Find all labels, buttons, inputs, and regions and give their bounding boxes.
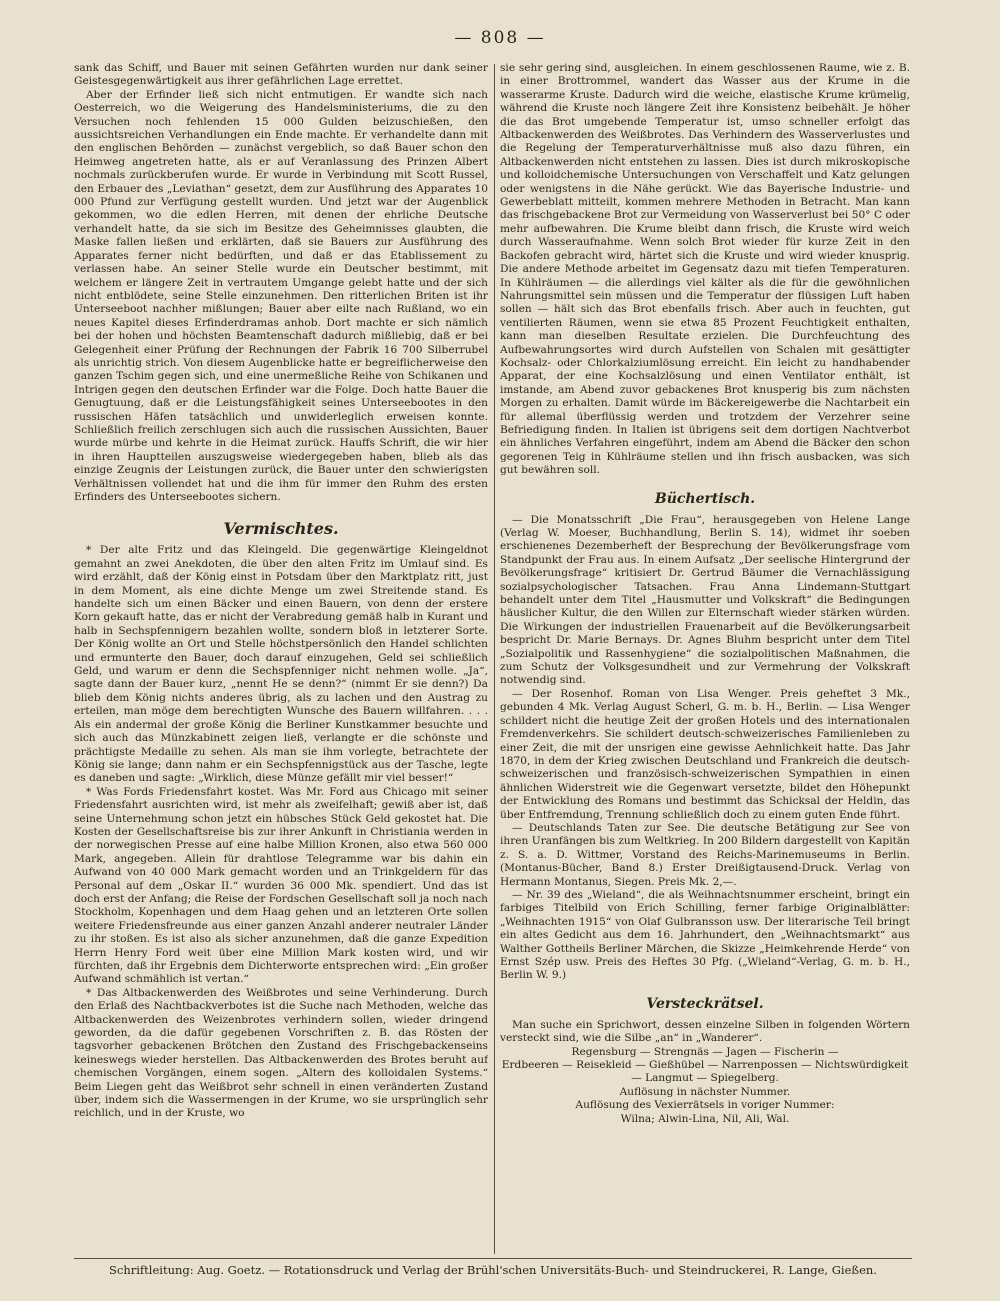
right-column xyxy=(500,62,910,1256)
news-item: * Der alte Fritz und das Kleingeld. Die gegenwärtige Kleingeldnot gemahnt an zwei Anekdoten, die über den alten Fritz im Umlauf sind. Es wird erzählt, daß der König einst in Potsdam über den Marktplatz ritt, just in dem Moment, als eine dichte Menge um zwei Streitende stand. Es handelte sich um einen Bäcker und einen Bauern, von denn der erstere Korn gekauft hatte, das er nicht der Verabredung gemäß halb in Kurant und halb in Sechspfennigern bezahlen wollte, sondern bloß in letzterer Sorte. Der König wollte an Ort und Stelle höchstpersönlich den Handel schlichten und ermunterte den Bauer, doch darauf einzugehen, Geld sei schließlich Geld, und warum er denn die Sechspfenniger nicht nehmen wolle. „Ja“, sagte dann der Bauer kurz, „nennt He se denn?“ (nimmt Er sie denn?) Da blieb dem König nichts anderes übrig, als zu lachen und den Austrag zu erteilen, man möge dem berechtigten Wunsche des Bauern willfahren. . . . Als ein andermal der große König die Berliner Kunstkammer besuchte und sich auch das Münzkabinett zeigen ließ, verlangte er die schönste und prächtigste Medaille zu sehen. Als man sie ihm vorlegte, betrachtete der König sie lange; dann nahm er ein Sechspfennigstück aus der Tasche, legte es daneben und sagte: „Wirklich, diese Münze gefällt mir viel besser!“ xyxy=(74,544,488,785)
riddle-solution: Wilna; Alwin-Lina, Nil, Ali, Wal. xyxy=(620,1112,790,1125)
article-paragraph: sie sehr gering sind, ausgleichen. In einem geschlossenen Raume, wie z. B. in einer Brottrommel, wandert das Wasser aus der Krume in die wasserarme Kruste. Dadurch wird die weiche, elastische Krume krümelig, während die Kruste noch längere Zeit ihre Konsistenz beibehält. Je höher die das Brot umgebende Temperatur ist, umso schneller erfolgt das Altbackenwerden des Weißbrotes. Das Verhindern des Wasserverlustes und die Regelung der Temperaturverhältnisse muß also dazu führen, ein Altbackenwerden nicht entstehen zu lassen. Dies ist durch mikroskopische und kolloidchemische Untersuchungen von Verschaffelt und Katz gelungen oder wenigstens in die Nähe gerückt. Wie das Bayerische Industrie- und Gewerbeblatt mitteilt, kommen mehrere Methoden in Betracht. Man kann das frischgebackene Brot zur Vermeidung von Wasserverlust bei 50° C oder mehr aufbewahren. Die Krume bleibt dann frisch, die Kruste wird weich durch Wasseraufnahme. Wenn solch Brot wieder für kurze Zeit in den Backofen gebracht wird, härtet sich die Kruste und wird wieder knusprig. Die andere Methode arbeitet im Gegensatz dazu mit tiefen Temperaturen. In Kühlräumen — die allerdings viel kälter als die für die gewöhnlichen Nahrungsmittel sein müssen und die Temperatur der flüssigen Luft haben sollen — hält sich das Brot ebenfalls frisch. Aber auch in feuchten, gut ventilierten Räumen, wenn sie etwa 85 Prozent Feuchtigkeit enthalten, kann man dieselben Resultate erzielen. Die Durchfeuchtung des Aufbewahrungsortes wird durch Aufstellen von Schalen mit gesättigter Kochsalz- oder Chlorkalziumlösung erreicht. Ein leicht zu handhabender Apparat, der eine Kochsalzlösung und einen Ventilator enthält, ist imstande, am Abend zuvor gebackenes Brot knusperig bis zum nächsten Morgen zu erhalten. Damit würde im Bäckereigewerbe die Nachtarbeit ein für allemal überflüssig werden und trotzdem der Verzehrer seine Befriedigung finden. In Italien ist übrigens seit dem dortigen Nachtverbot ein ähnliches Verfahren eingeführt, indem am Abend die Bäcker den schon gegorenen Teig in Kühlräume stellen und ihn frisch ausbacken, was sich gut bewähren soll. xyxy=(500,62,910,477)
page-number: — 808 — xyxy=(454,28,546,48)
section-title-versteckraetsel: Versteckrätsel. xyxy=(646,995,764,1012)
section-title-buechertisch: Büchertisch. xyxy=(654,490,756,507)
book-review: — Der Rosenhof. Roman von Lisa Wenger. Preis geheftet 3 Mk., gebunden 4 Mk. Verlag August Scherl, G. m. b. H., Berlin. — Lisa Wenger schildert nicht die heutige Zeit der großen Hotels und des internationalen Fremdenverkehrs. Sie schildert deutsch-schweizerisches Familienleben zu einer Zeit, die mit der unsrigen eine gewisse Aehnlichkeit hatte. Das Jahr 1870, in dem der Krieg zwischen Deutschland und Frankreich die deutsch-schweizerischen und französisch-schweizerischen Sympathien in einen ähnlichen Widerstreit wie die Gegenwart versetzte, bildet den Höhepunkt der Entwicklung des Romans und bestimmt das Schicksal der Heldin, das über Entfremdung, Trennung schließlich doch zu einem guten Ende führt. xyxy=(500,687,910,821)
news-item: * Was Fords Friedensfahrt kostet. Was Mr. Ford aus Chicago mit seiner Friedensfahrt ausrichten wird, ist mehr als zweifelhaft; gewiß aber ist, daß seine Unternehmung schon jetzt ein hübsches Stück Geld gekostet hat. Die Kosten der Gesellschaftsreise bis zur ihrer Ankunft in Christiania werden in der norwegischen Presse auf eine halbe Million Kronen, also etwa 560 000 Mark, angegeben. Allein für drahtlose Telegramme war bis dahin ein Aufwand von 40 000 Mark gemacht worden und an Trinkgeldern für das Personal auf dem „Oskar II.“ wurden 36 000 Mk. spendiert. Und das ist doch erst der Anfang; die Reise der Fordschen Gesellschaft soll ja noch nach Stockholm, Kopenhagen und dem Haag gehen und an letzteren Orte sollen weitere Friedensfreunde aus einer ganzen Anzahl anderer neutraler Länder zu ihr stoßen. Es ist also als sicher anzunehmen, daß die ganze Expedition Herrn Henry Ford weit über eine Million Mark kosten wird, und wir fürchten, daß ihr Ergebnis dem Dichterworte entsprechen wird: „Ein großer Aufwand schmählich ist vertan.“ xyxy=(74,785,488,986)
riddle-solution-label: Auflösung des Vexierrätsels in voriger Nummer: xyxy=(575,1099,835,1112)
article-paragraph: sank das Schiff, und Bauer mit seinen Gefährten wurden nur dank seiner Geistesgegenwärtigkeit aus ihrer gefährlichen Lage errettet. xyxy=(74,62,488,88)
riddle-note: Auflösung in nächster Nummer. xyxy=(619,1085,791,1098)
book-review: — Deutschlands Taten zur See. Die deutsche Betätigung zur See von ihren Uranfängen bis zum Weltkrieg. In 200 Bildern dargestellt von Kapitän z. S. a. D. Wittmer, Vorstand des Reichs-Marinemuseums in Berlin. (Montanus-Bücher, Band 8.) Erster Dreißigtausend-Druck. Verlag von Hermann Montanus, Siegen. Preis Mk. 2,—. xyxy=(500,821,910,888)
riddle-line: Erdbeeren — Reisekleid — Gießhübel — Narrenpossen — Nichtswürdigkeit — Langmut — Spiegelberg. xyxy=(501,1059,909,1085)
imprint-footer: Schriftleitung: Aug. Goetz. — Rotationsdruck und Verlag der Brühl'schen Universitäts-Buch- und Steindruckerei, R. Lange, Gießen. xyxy=(109,1263,877,1277)
section-title-vermischtes: Vermischtes. xyxy=(223,519,339,539)
book-review: — Nr. 39 des „Wieland“, die als Weihnachtsnummer erscheint, bringt ein farbiges Titelbild von Erich Schilling, ferner farbige Originalblätter: „Weihnachten 1915“ von Olaf Gulbransson usw. Der literarische Teil bringt ein altes Gedicht aus dem 16. Jahrhundert, den „Weihnachtsmarkt“ aus Walther Gottheils Berliner Märchen, die Skizze „Heimkehrende Herde“ von Ernst Szép usw. Preis des Heftes 30 Pfg. („Wieland“-Verlag, G. m. b. H., Berlin W. 9.) xyxy=(500,888,910,982)
riddle-intro: Man suche ein Sprichwort, dessen einzelne Silben in folgenden Wörtern versteckt sind, wie die Silbe „an“ in „Wanderer“. xyxy=(500,1018,910,1045)
news-item: * Das Altbackenwerden des Weißbrotes und seine Verhinderung. Durch den Erlaß des Nachtbackverbotes ist die Suche nach Methoden, welche das Altbackenwerden des Weizenbrotes verhindern sollen, wieder dringend geworden, da die dafür gegebenen Vorschriften z. B. das Rösten der tagsvorher gebackenen Brötchen den Zustand des Frischgebackenseins keineswegs wieder herstellen. Das Altbackenwerden des Brotes beruht auf chemischen Vorgängen, einem sogen. „Altern des kolloidalen Systems.“ Beim Liegen geht das Weißbrot sehr schnell in einen veränderten Zustand über, indem sich die Wassermengen in der Krume, wo sie ursprünglich sehr reichlich, und in der Kruste, wo xyxy=(74,986,488,1120)
article-paragraph: Aber der Erfinder ließ sich nicht entmutigen. Er wandte sich nach Oesterreich, wo die Weigerung des Handelsministeriums, die zu den Versuchen noch fehlenden 15 000 Gulden beizuschießen, den aussichtsreichen Verhandlungen ein Ende machte. Er verhandelte dann mit den englischen Behörden — zunächst vergeblich, so daß Bauer schon den Heimweg angetreten hatte, als er auf Veranlassung des Prinzen Albert nochmals zurückberufen wurde. Er wurde in Verbindung mit Scott Russel, den Erbauer des „Leviathan“ gesetzt, dem zur Ausführung des Apparates 10 000 Pfund zur Verfügung gestellt wurden. Und jetzt war der Augenblick gekommen, wo die edlen Herren, mit denen der ehrliche Deutsche verhandelt hatte, da sie sich im Besitze des Geheimnisses glaubten, die Maske fallen ließen und erklärten, daß sie Bauers zur Ausführung des Apparates ferner nicht bedürften, und daß er das Etablissement zu verlassen habe. An seiner Stelle wurde ein Deutscher bestimmt, mit welchem er längere Zeit in vertrautem Umgange gelebt hatte und der sich nicht entblödete, seine Stelle einzunehmen. Den ritterlichen Briten ist ihr Unterseeboot nachher mißlungen; Bauer aber eilte nach Rußland, wo ein neues Kapitel dieses Erfinderdramas anhob. Dort machte er sich nämlich bei der hohen und höchsten Beamtenschaft dadurch mißliebig, daß er bei Gelegenheit einer Prüfung der Rechnungen der Fabrik 16 700 Silberrubel als unrichtig strich. Von diesem Augenblicke hatte er begreiflicherweise den ganzen Tschim gegen sich, und eine unermeßliche Reihe von Schikanen und Intrigen gegen den deutschen Erfinder war die Folge. Doch hatte Bauer die Genugtuung, daß er die Leistungsfähigkeit seines Unterseebootes in den russischen Häfen tatsächlich und unwiderleglich erweisen konnte. Schließlich freilich zerschlugen sich auch die russischen Aussichten, Bauer wurde mürbe und kehrte in die Heimat zurück. Hauffs Schrift, die wir hier in ihren Hauptteilen auszugsweise wiedergegeben haben, blieb als das einzige Zeugnis der Leistungen zurück, die Bauer unter den schwierigsten Verhältnissen vollendet hat und die ihm für immer den Ruhm des ersten Erfinders des Unterseebootes sichern. xyxy=(74,88,488,503)
book-review: — Die Monatsschrift „Die Frau“, herausgegeben von Helene Lange (Verlag W. Moeser, Buchhandlung, Berlin S. 14), widmet ihr soeben erschienenes Dezemberheft der Besprechung der Bevölkerungsfrage vom Standpunkt der Frau aus. In einem Aufsatz „Der seelische Hintergrund der Bevölkerungsfrage“ kritisiert Dr. Gertrud Bäumer die Vernachlässigung sozialpsychologischer Tatsachen. Frau Anna Lindemann-Stuttgart behandelt unter dem Titel „Hausmutter und Volkskraft“ die Bedingungen häuslicher Kultur, die den Willen zur Elternschaft wieder stärken würden. Die Wirkungen der industriellen Frauenarbeit auf die Bevölkerungsarbeit bespricht Dr. Marie Bernays. Dr. Agnes Bluhm bespricht unter dem Titel „Sozialpolitik und Rassenhygiene“ die sozialpolitischen Maßnahmen, die zum Schutz der Volksgesundheit und zur Vermehrung der Volkskraft notwendig sind. xyxy=(500,513,910,687)
column-divider xyxy=(494,64,495,1254)
riddle-line: Regensburg — Strengnäs — Jagen — Fischerin — xyxy=(571,1045,839,1058)
left-column xyxy=(74,62,488,1256)
footer-rule xyxy=(74,1258,912,1259)
